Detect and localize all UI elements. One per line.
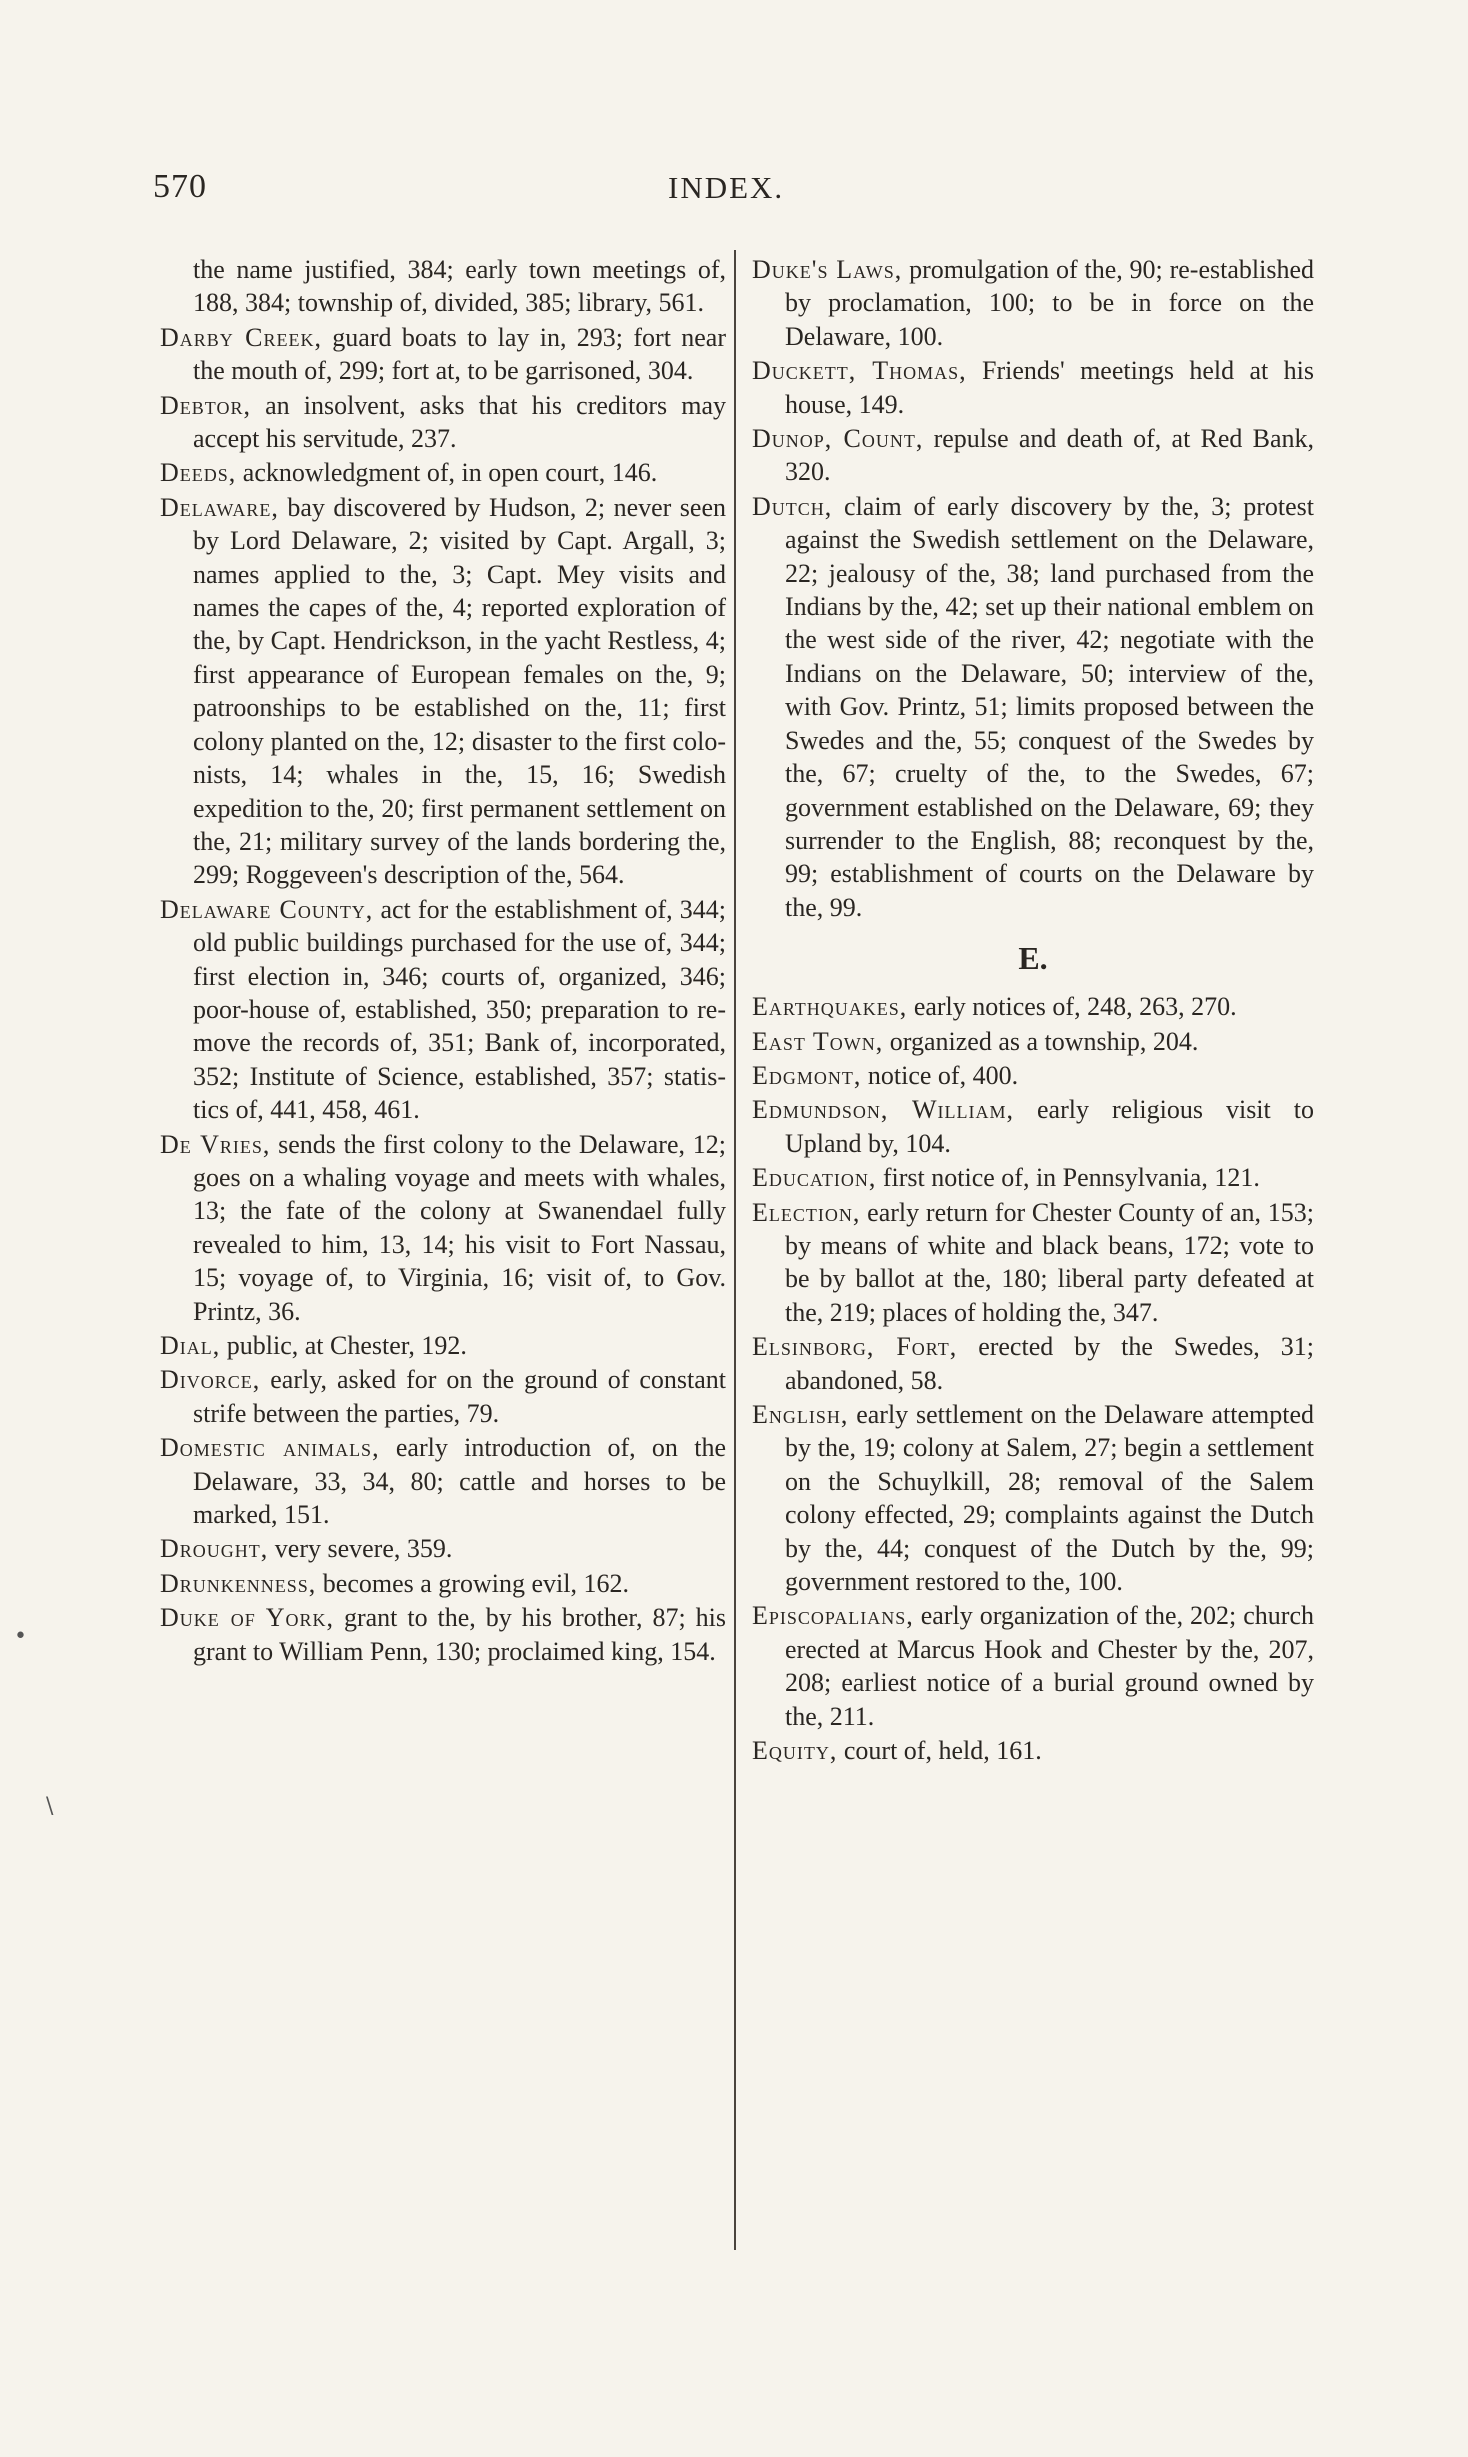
- index-entry: [752, 1059, 1314, 1092]
- entry-text: early notices of, 248, 263, 270.: [907, 992, 1237, 1022]
- margin-mark: •: [14, 1624, 27, 1649]
- entry-text: early introduction of, on the Delaware, 33, 34, 80; cattle and horses to be marked, 151.: [193, 1433, 726, 1530]
- index-entry: [752, 1398, 1314, 1598]
- margin-mark: \: [46, 1794, 54, 1819]
- entry-heading: Elsinborg, Fort,: [752, 1332, 958, 1362]
- right-column: [752, 253, 1314, 1768]
- entry-text: court of, held, 161.: [837, 1736, 1042, 1766]
- index-entry: [752, 354, 1314, 421]
- index-entry: [752, 1734, 1314, 1767]
- entry-heading: Education,: [752, 1163, 877, 1193]
- entry-text: guard boats to lay in, 293; fort near the mouth of, 299; fort at, to be garrisoned, 304.: [193, 322, 726, 386]
- entry-heading: Divorce,: [160, 1365, 261, 1395]
- section-d-entries: [752, 253, 1314, 924]
- index-entry: [752, 1599, 1314, 1733]
- entry-text: sends the first colony to the Delaware, 12; goes on a whaling voyage and meets with whales, 13; the fate of the colony at Swanendael fully revealed to him, 13, 14; his visit to Fort Nassau, 15; voyage of, to Virginia, 16; visit of, to Gov. Printz, 36.: [193, 1129, 726, 1326]
- entry-heading: Edmundson, William,: [752, 1095, 1014, 1125]
- entry-text: first notice of, in Pennsylvania, 121.: [876, 1163, 1260, 1193]
- entry-heading: Dunop, Count,: [752, 424, 924, 454]
- index-entry: [160, 1567, 726, 1600]
- entry-text: early religious visit to Upland by, 104.: [785, 1095, 1314, 1158]
- column-divider: [734, 250, 736, 2250]
- page-number: 570: [153, 168, 207, 205]
- index-entry: [752, 490, 1314, 924]
- entry-heading: Debtor,: [160, 390, 251, 420]
- index-entry: [160, 389, 726, 456]
- entry-heading: English,: [752, 1400, 849, 1429]
- entry-heading: East Town,: [752, 1026, 884, 1056]
- entry-heading: Edgmont,: [752, 1060, 862, 1090]
- index-entry: [752, 1025, 1314, 1058]
- index-entry: [160, 1363, 726, 1430]
- section-e-entries: [752, 990, 1314, 1767]
- entry-text: grant to the, by his brother, 87; his grant to William Penn, 130; proclaimed king, 154.: [193, 1603, 726, 1666]
- entry-heading: Duckett, Thomas,: [752, 356, 967, 386]
- entry-text: public, at Chester, 192.: [220, 1331, 467, 1360]
- entry-heading: Episcopalians,: [752, 1601, 914, 1631]
- entry-text: early settlement on the Delaware attempted by the, 19; colony at Salem, 27; begin a settlement on the Schuylkill, 28; removal of the Salem colony effected, 29; complaints against the Dutch by the, 44; conquest of the Dutch by the, 99; government restored to the, 100.: [785, 1400, 1314, 1597]
- entry-text: the name justified, 384; early town meetings of, 188, 384; township of, divided, 385; library, 561.: [193, 255, 726, 318]
- index-entry: [160, 491, 726, 892]
- entry-heading: Drunkenness,: [160, 1568, 317, 1598]
- entry-heading: Domestic animals,: [160, 1433, 380, 1463]
- index-entry: [752, 1161, 1314, 1194]
- entry-text: very severe, 359.: [268, 1534, 453, 1564]
- running-head: INDEX.: [668, 170, 785, 205]
- entry-heading: Duke's Laws,: [752, 255, 903, 284]
- entry-heading: Delaware County,: [160, 894, 374, 924]
- entry-heading: Delaware,: [160, 492, 279, 522]
- entry-text: act for the establishment of, 344; old public buildings purchased for the use of, 344; first election in, 346; courts of, organized, 346; poor-house of, established, 350; preparation to remove the records of, 351; Bank of, incorporated, 352; Institute of Science, established, 357; statistics of, 441, 458, 461.: [193, 894, 726, 1125]
- index-entry: [752, 990, 1314, 1023]
- entry-heading: Drought,: [160, 1534, 269, 1564]
- entry-text: bay discovered by Hudson, 2; never seen by Lord Delaware, 2; visited by Capt. Argall, 3; names applied to the, 3; Capt. Mey visits and names the capes of the, 4; reported exploration of the, by Capt. Hendrickson, in the yacht Restless, 4; first appearance of European females on the, 9; patroonships to be established on the, 11; first colony planted on the, 12; disaster to the first colonists, 14; whales in the, 15, 16; Swedish expedition to the, 20; first permanent settlement on the, 21; military survey of the lands bordering the, 299; Roggeveen's description of the, 564.: [193, 492, 726, 890]
- entry-text: claim of early discovery by the, 3; protest against the Swedish settlement on the Delaware, 22; jealousy of the, 38; land purchased from the Indians by the, 42; set up their national emblem on the west side of the river, 42; negotiate with the Indians on the Delaware, 50; interview of the, with Gov. Printz, 51; limits proposed between the Swedes and the, 55; conquest of the Swedes by the, 67; cruelty of the, to the Swedes, 67; government established on the Delaware, 69; they surrender to the English, 88; reconquest by the, 99; establishment of courts on the Delaware by the, 99.: [785, 491, 1314, 922]
- index-entry: [160, 1532, 726, 1565]
- entry-text: erected by the Swedes, 31; abandoned, 58.: [785, 1332, 1314, 1395]
- index-entry: [160, 1329, 726, 1362]
- entry-text: becomes a growing evil, 162.: [316, 1568, 629, 1598]
- entry-heading: Dial,: [160, 1331, 221, 1360]
- entry-heading: Duke of York,: [160, 1603, 335, 1633]
- entry-text: early, asked for on the ground of constant strife between the parties, 79.: [193, 1365, 726, 1428]
- entry-text: notice of, 400.: [861, 1060, 1019, 1090]
- index-entry: [160, 1601, 726, 1668]
- entry-heading: Darby Creek,: [160, 322, 322, 352]
- entry-text: Friends' meetings held at his house, 149.: [785, 356, 1314, 419]
- index-entry: [160, 1431, 726, 1531]
- index-entry: [752, 1093, 1314, 1160]
- entry-text: an insolvent, asks that his creditors may accept his servitude, 237.: [193, 390, 726, 454]
- index-entry: [160, 456, 726, 489]
- entry-heading: De Vries,: [160, 1129, 271, 1159]
- entry-heading: Dutch,: [752, 491, 833, 521]
- index-entry: [752, 1196, 1314, 1330]
- entry-text: early organization of the, 202; church erected at Marcus Hook and Chester by the, 207, 208; earliest notice of a burial ground owned by the, 211.: [785, 1601, 1314, 1731]
- entry-text: promulgation of the, 90; re-established by proclamation, 100; to be in force on the Delaware, 100.: [785, 255, 1314, 351]
- index-entry: [752, 1330, 1314, 1397]
- entry-text: acknowledgment of, in open court, 146.: [236, 458, 658, 488]
- entry-heading: Deeds,: [160, 458, 237, 488]
- index-entry: [160, 1128, 726, 1328]
- index-entry: [752, 253, 1314, 353]
- left-column: [160, 253, 726, 1669]
- entry-text: early return for Chester County of an, 153; by means of white and black beans, 172; vote to be by ballot at the, 180; liberal party defeated at the, 219; places of holding the, 347.: [785, 1197, 1314, 1327]
- index-entry: [160, 253, 726, 320]
- index-entry: [752, 422, 1314, 489]
- index-entry: [160, 893, 726, 1127]
- entry-text: organized as a township, 204.: [883, 1026, 1199, 1056]
- entry-heading: Equity,: [752, 1736, 838, 1766]
- entry-heading: Earthquakes,: [752, 992, 908, 1022]
- entry-heading: Election,: [752, 1197, 861, 1227]
- entry-text: repulse and death of, at Red Bank, 320.: [785, 424, 1314, 487]
- section-letter: E.: [1018, 940, 1048, 977]
- index-entry: [160, 321, 726, 388]
